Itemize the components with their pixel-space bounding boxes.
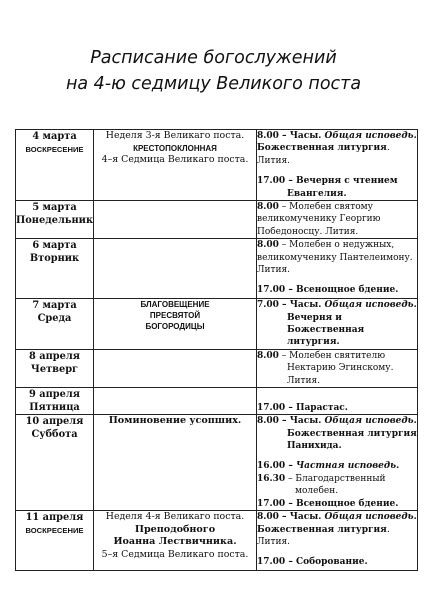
- feast-line: Поминовение усопших.: [108, 415, 242, 427]
- service-time: 8.00 –: [257, 416, 287, 427]
- service-line: [257, 350, 417, 362]
- services-cell: [257, 349, 418, 387]
- service-line: [257, 201, 417, 213]
- schedule-title-line2: на 4-ю седмицу Великого поста: [65, 74, 362, 94]
- service-text-italic: Общая исповедь.: [324, 512, 417, 523]
- table-row: [16, 201, 418, 239]
- feast-cell: [94, 130, 257, 201]
- table-row: [16, 349, 418, 387]
- service-line: [257, 175, 417, 187]
- service-text: – Молебен святому: [278, 202, 373, 213]
- service-line: [257, 511, 417, 523]
- service-line: [257, 556, 417, 568]
- date-text: 11 апреля: [25, 512, 84, 524]
- service-time: 17.00 –: [257, 402, 293, 413]
- service-time: 17.00 –: [257, 176, 293, 187]
- feast-line: 5–я Седмица Великаго поста.: [101, 548, 249, 560]
- service-line: [257, 498, 417, 510]
- feast-line: БЛАГОВЕЩЕНИЕ: [140, 300, 210, 310]
- feast-line: КРЕСТОПОКЛОННАЯ: [133, 143, 217, 153]
- day-cell: [16, 388, 94, 415]
- service-text-italic: Общая исповедь.: [324, 131, 417, 141]
- service-text: Божественная литургия: [257, 143, 387, 154]
- feast-cell: [94, 415, 257, 511]
- service-text: Панихида.: [287, 440, 342, 451]
- weekday-text: Понедельник: [16, 215, 94, 227]
- service-text-italic: Общая исповедь.: [324, 416, 417, 427]
- date-text: 10 апреля: [25, 416, 84, 428]
- schedule-title-line1: Расписание богослужений: [90, 48, 337, 68]
- service-time: 7.00 –: [257, 300, 287, 311]
- service-line: [257, 460, 417, 472]
- day-cell: [16, 299, 94, 350]
- services-cell: [257, 239, 418, 299]
- service-time: 16.30: [257, 473, 286, 484]
- date-text: 9 апреля: [29, 389, 80, 401]
- service-text: – Молебен о недужных,: [278, 240, 395, 251]
- service-line: [257, 473, 417, 485]
- service-line: [257, 130, 417, 142]
- service-line: [257, 428, 417, 440]
- service-text: Всенощное бдение.: [292, 498, 399, 509]
- services-cell: [257, 201, 418, 239]
- feast-cell: [94, 239, 257, 299]
- weekday-text: Среда: [37, 313, 72, 325]
- service-text: Часы.: [286, 512, 325, 523]
- service-line: Победоносцу. Лития.: [257, 226, 359, 237]
- service-line: [257, 284, 417, 296]
- service-time: 17.00 –: [257, 498, 293, 509]
- service-line: [257, 324, 417, 349]
- service-text: – Молебен святителю: [278, 350, 386, 361]
- date-text: 6 марта: [32, 240, 77, 252]
- service-line: [257, 415, 417, 427]
- service-time: 8.00: [257, 350, 279, 361]
- day-cell: [16, 415, 94, 511]
- service-text: Часы.: [286, 131, 325, 141]
- service-text: Вечерня с чтением: [292, 176, 398, 187]
- feast-line: Преподобного: [134, 523, 216, 535]
- service-text: Евангелия.: [287, 188, 347, 199]
- services-cell: [257, 130, 418, 201]
- service-line: молебен.: [295, 486, 339, 497]
- services-cell: [257, 299, 418, 350]
- feast-line: БОГОРОДИЦЫ: [145, 322, 205, 332]
- date-text: 4 марта: [32, 131, 77, 142]
- services-cell: [257, 388, 418, 415]
- services-cell: [257, 511, 418, 571]
- service-text: . Лития.: [257, 143, 390, 166]
- service-line: Лития.: [257, 265, 291, 276]
- weekday-text: Пятница: [29, 402, 80, 414]
- service-text-italic: Общая исповедь.: [324, 300, 417, 311]
- service-time: 17.00 –: [257, 285, 293, 296]
- day-cell: [16, 201, 94, 239]
- table-row: [16, 415, 418, 511]
- feast-line: Иоанна Лествичника.: [113, 536, 237, 548]
- service-line: великомученику Пантелеимону.: [257, 252, 413, 263]
- date-text: 5 марта: [32, 202, 77, 214]
- service-line: [257, 299, 417, 311]
- service-text: Парастас.: [292, 402, 348, 413]
- weekday-text: ВОСКРЕСЕНИЕ: [25, 526, 84, 536]
- service-time: 8.00 –: [257, 131, 287, 141]
- feast-cell: [94, 388, 257, 415]
- day-cell: [16, 511, 94, 571]
- weekday-text: Суббота: [31, 429, 78, 441]
- service-line: [257, 142, 417, 167]
- service-line: [257, 524, 417, 549]
- feast-line: 4–я Седмица Великаго поста.: [101, 153, 249, 165]
- service-text: Соборование.: [292, 557, 368, 568]
- date-text: 8 апреля: [29, 350, 80, 362]
- service-time: 17.00 –: [257, 557, 293, 568]
- service-line: [257, 188, 417, 200]
- feast-line: Неделя 4-я Великаго поста.: [105, 511, 245, 523]
- service-time: 16.00 –: [257, 461, 293, 472]
- weekday-text: Четверг: [30, 363, 79, 375]
- service-time: 8.00 –: [257, 512, 287, 523]
- service-line: [257, 312, 417, 324]
- service-text: Часы.: [286, 300, 325, 311]
- service-line: [257, 440, 417, 452]
- feast-line: Неделя 3-я Великаго поста.: [105, 130, 245, 141]
- table-row: [16, 511, 418, 571]
- service-text: Вечерня и: [287, 312, 342, 323]
- feast-cell: [94, 349, 257, 387]
- day-cell: [16, 239, 94, 299]
- service-time: 8.00: [257, 240, 279, 251]
- service-line: великомученику Георгию: [257, 214, 381, 225]
- date-text: 7 марта: [32, 300, 77, 312]
- weekday-text: ВОСКРЕСЕНИЕ: [25, 145, 84, 154]
- table-row: [16, 388, 418, 415]
- services-cell: [257, 415, 418, 511]
- service-text: – Благодарственный: [285, 473, 386, 484]
- feast-cell: [94, 201, 257, 239]
- day-cell: [16, 349, 94, 387]
- table-row: [16, 130, 418, 201]
- service-text: Часы.: [286, 416, 325, 427]
- service-line: [257, 402, 417, 414]
- service-time: 8.00: [257, 202, 279, 213]
- schedule-table: [15, 129, 418, 571]
- weekday-text: Вторник: [29, 253, 80, 265]
- table-row: [16, 239, 418, 299]
- feast-line: ПРЕСВЯТОЙ: [149, 311, 201, 321]
- service-text: Божественная литургия: [257, 524, 387, 535]
- service-text: Божественная литургия: [287, 428, 417, 439]
- service-text: Божественная литургия.: [287, 325, 365, 348]
- service-text: . Лития.: [257, 524, 390, 547]
- service-line: Нектарию Эгинскому. Лития.: [287, 363, 394, 386]
- day-cell: [16, 130, 94, 201]
- service-text-italic: Частная исповедь.: [292, 461, 400, 472]
- service-line: [257, 239, 417, 251]
- feast-cell: [94, 299, 257, 350]
- feast-cell: [94, 511, 257, 571]
- table-row: [16, 299, 418, 350]
- service-text: Всенощное бдение.: [292, 285, 399, 296]
